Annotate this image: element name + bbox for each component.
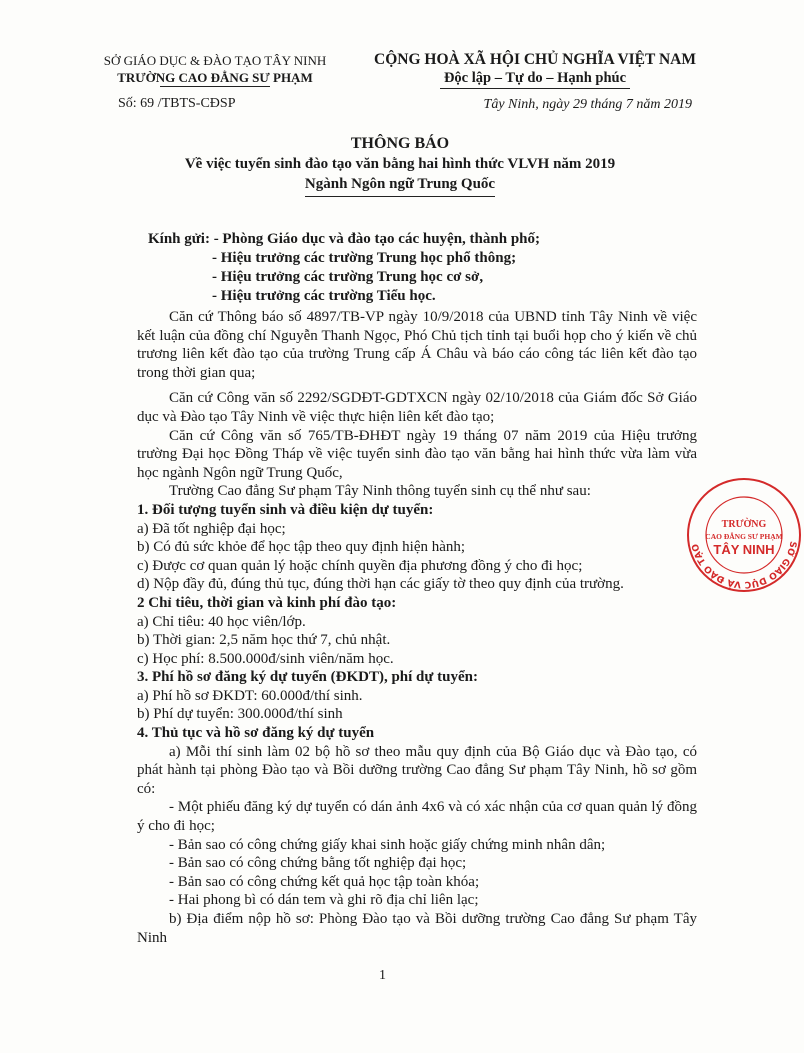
list-item: b) Có đủ sức khỏe để học tập theo quy định hiện hành; [137,539,466,556]
legal-basis-paragraph: Căn cứ Công văn số 2292/SGDĐT-GDTXCN ngày 02/10/2018 của Giám đốc Sở Giáo dục và Đào tạo Tây Ninh về việc thực hiện liên kết đào tạo; [137,390,697,425]
recipient-row [148,287,540,306]
stamp-line-1: TRƯỜNG [721,519,767,530]
section-heading: 4. Thủ tục và hồ sơ đăng ký dự tuyển [137,725,375,742]
recipient-row [148,230,540,249]
title-underline [305,196,495,197]
official-stamp [684,475,804,595]
list-item: - Bản sao có công chứng bằng tốt nghiệp đại học; [169,855,467,872]
school-underline [160,86,270,87]
recipient-item: - Hiệu trưởng các trường Trung học phổ thông; [212,250,517,266]
national-motto: Độc lập – Tự do – Hạnh phúc [443,70,627,86]
list-item: c) Học phí: 8.500.000đ/sinh viên/năm học. [137,650,394,667]
recipients-label: Kính gửi: [148,231,210,247]
title-major: Ngành Ngôn ngữ Trung Quốc [304,176,496,192]
motto-underline [440,88,630,89]
document-body [137,308,697,947]
recipient-row [148,249,540,268]
list-item: - Hai phong bì có dán tem và ghi rõ địa chỉ liên lạc; [169,892,479,909]
stamp-ring-text: SỞ GIÁO DỤC VÀ ĐÀO TẠO [690,540,798,590]
list-item: a) Mỗi thí sinh làm 02 bộ hồ sơ theo mẫu quy định của Bộ Giáo dục và Đào tạo, có phát hành tại phòng Đào tạo và Bồi dưỡng trường Cao đẳng Sư phạm Tây Ninh, hồ sơ gồm có: [137,743,697,797]
intro-paragraph: Trường Cao đẳng Sư phạm Tây Ninh thông tuyển sinh cụ thể như sau: [169,483,591,500]
list-item: b) Thời gian: 2,5 năm học thứ 7, chủ nhật. [137,632,391,649]
list-item: d) Nộp đầy đủ, đúng thủ tục, đúng thời hạn các giấy tờ theo quy định của trường. [137,576,624,593]
national-header [370,50,700,113]
section-heading: 2 Chỉ tiêu, thời gian và kinh phí đào tạo: [137,594,397,611]
section-heading: 3. Phí hồ sơ đăng ký dự tuyển (ĐKDT), phí dự tuyển: [137,669,478,686]
page-number: 1 [379,968,386,983]
list-item: c) Được cơ quan quản lý hoặc chính quyền địa phương đồng ý cho đi học; [137,557,583,574]
list-item: a) Đã tốt nghiệp đại học; [137,520,286,537]
legal-basis-paragraph: Căn cứ Thông báo số 4897/TB-VP ngày 10/9/2018 của UBND tỉnh Tây Ninh về việc kết luận của đồng chí Nguyễn Thanh Ngọc, Phó Chủ tịch tỉnh tại buổi họp cho ý kiến về chủ trương liên kết đào tạo của trường Trung cấp Á Châu và báo cáo công tác liên kết đào tạo trong thời gian qua; [137,309,697,381]
issuer-header [100,52,330,112]
recipient-row [148,268,540,287]
title-subject: Về việc tuyển sinh đào tạo văn bằng hai hình thức VLVH năm 2019 [184,156,616,172]
recipient-item: - Phòng Giáo dục và đào tạo các huyện, thành phố; [213,231,540,247]
document-title [100,133,700,197]
recipients-block [148,230,540,306]
legal-basis-paragraph: Căn cứ Công văn số 765/TB-ĐHĐT ngày 19 tháng 07 năm 2019 của Hiệu trưởng trường Đại học Đồng Tháp về việc tuyển sinh đào tạo văn bằng hai hình thức vừa làm vừa học ngành Ngôn ngữ Trung Quốc, [137,427,697,481]
list-item: b) Địa điểm nộp hồ sơ: Phòng Đào tạo và Bồi dưỡng trường Cao đẳng Sư phạm Tây Ninh [137,911,697,946]
title-main: THÔNG BÁO [350,135,450,152]
stamp-line-3: TÂY NINH [713,542,775,557]
recipient-item: - Hiệu trưởng các trường Tiểu học. [212,288,436,304]
list-item: a) Chỉ tiêu: 40 học viên/lớp. [137,613,306,630]
section-heading: 1. Đối tượng tuyển sinh và điều kiện dự tuyển: [137,501,434,518]
document-date: Tây Ninh, ngày 29 tháng 7 năm 2019 [483,97,692,112]
list-item: b) Phí dự tuyển: 300.000đ/thí sinh [137,706,343,723]
document-number: Số: 69 /TBTS-CĐSP [118,96,236,111]
nation-name: CỘNG HOÀ XÃ HỘI CHỦ NGHĨA VIỆT NAM [374,51,696,68]
list-item: - Một phiếu đăng ký dự tuyển có dán ảnh 4x6 và có xác nhận của cơ quan quản lý đồng ý cho đi học; [137,799,697,835]
list-item: - Bản sao có công chứng giấy khai sinh hoặc giấy chứng minh nhân dân; [169,836,606,853]
school-name: TRƯỜNG CAO ĐẲNG SƯ PHẠM [117,70,313,85]
list-item: a) Phí hồ sơ ĐKDT: 60.000đ/thí sinh. [137,687,363,704]
recipient-item: - Hiệu trưởng các trường Trung học cơ sở, [212,269,484,285]
department-name: SỞ GIÁO DỤC & ĐÀO TẠO TÂY NINH [103,53,327,68]
stamp-line-2: CAO ĐẲNG SƯ PHẠM [705,532,783,541]
list-item: - Bản sao có công chứng kết quả học tập toàn khóa; [169,873,480,890]
